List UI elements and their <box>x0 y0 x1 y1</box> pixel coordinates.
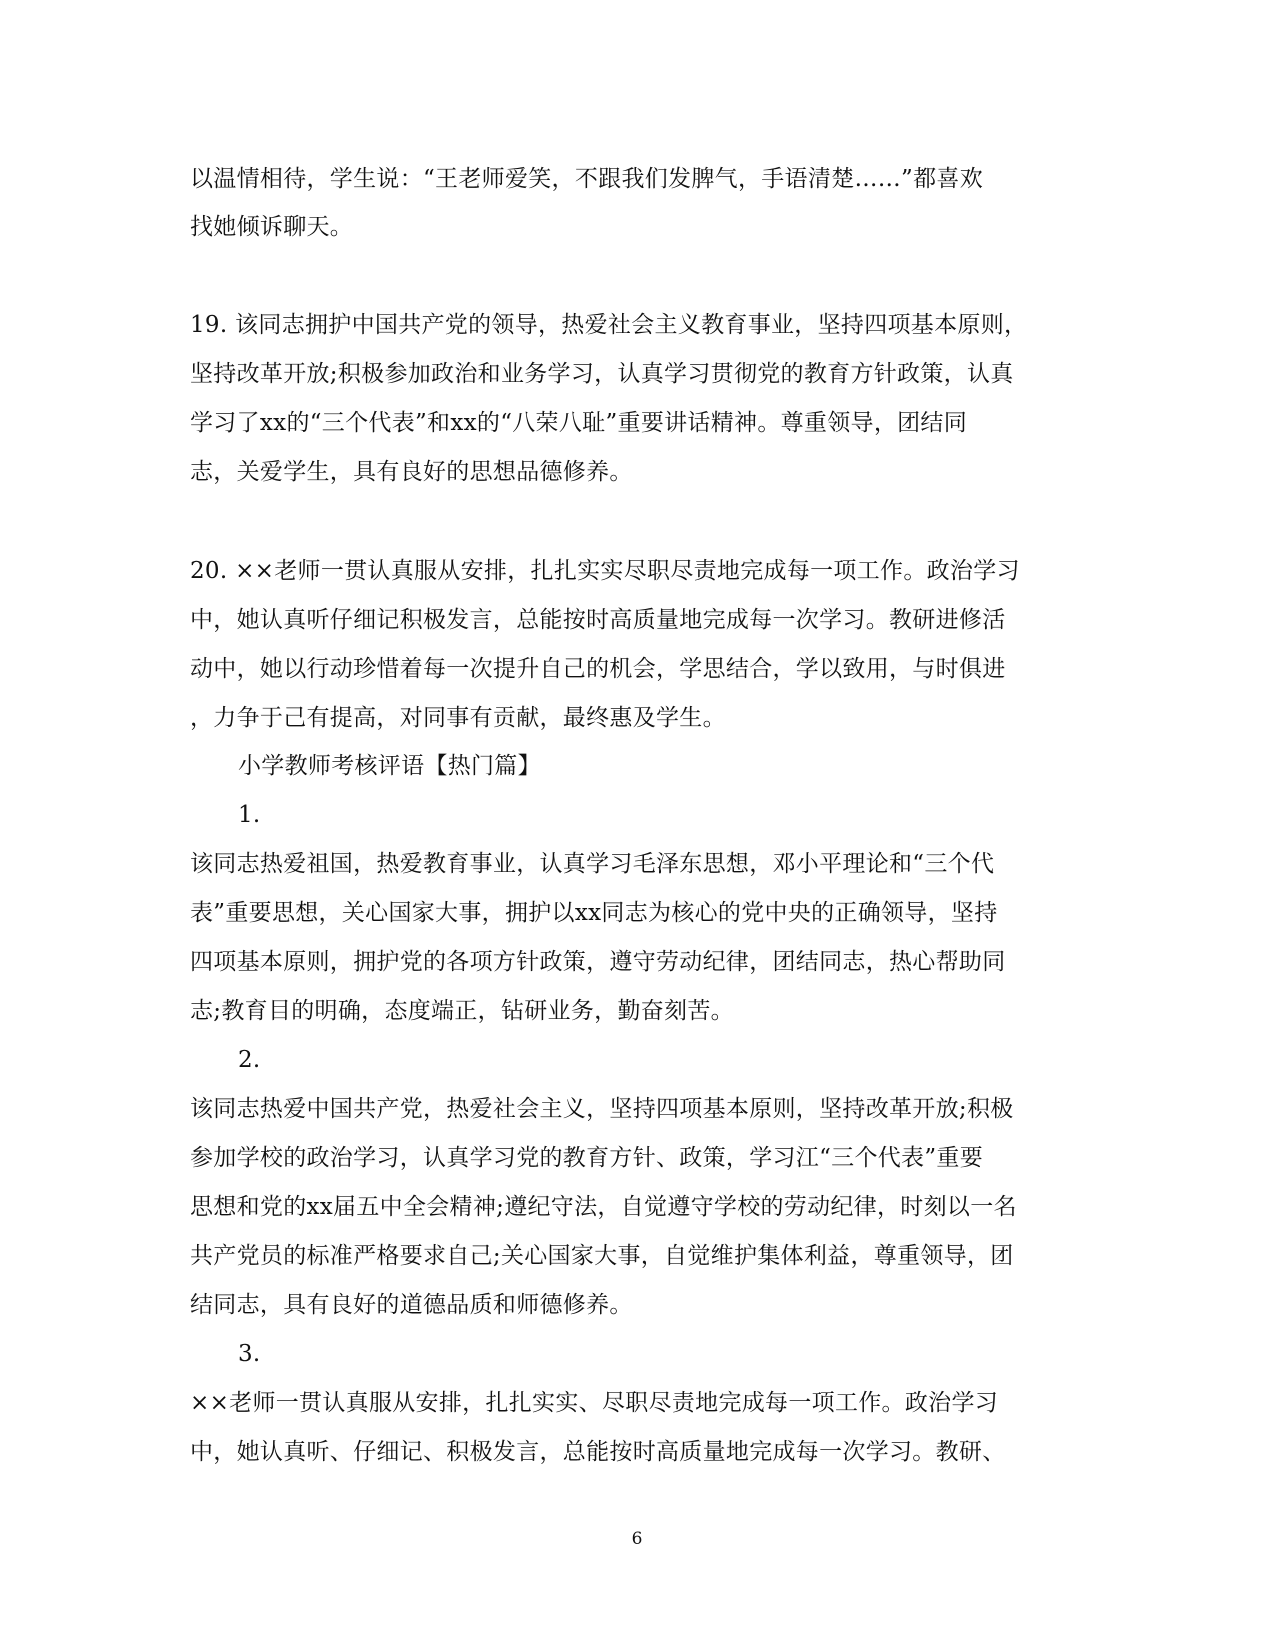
text-line: 参加学校的政治学习，认真学习党的教育方针、政策，学习江“三个代表”重要 <box>190 1145 984 1171</box>
text-line: 动中，她以行动珍惜着每一次提升自己的机会，学思结合，学以致用，与时俱进 <box>190 656 1006 682</box>
item-number: 3. <box>238 1341 261 1367</box>
text-line: 坚持改革开放;积极参加政治和业务学习，认真学习贯彻党的教育方针政策，认真 <box>190 361 1014 387</box>
page-number: 6 <box>631 1529 643 1549</box>
text-line: 思想和党的xx届五中全会精神;遵纪守法，自觉遵守学校的劳动纪律，时刻以一名 <box>190 1194 1017 1220</box>
text-line: 表”重要思想，关心国家大事，拥护以xx同志为核心的党中央的正确领导，坚持 <box>190 900 998 926</box>
section-heading: 小学教师考核评语【热门篇】 <box>238 753 541 779</box>
text-line: 该同志热爱祖国，热爱教育事业，认真学习毛泽东思想，邓小平理论和“三个代 <box>190 851 995 877</box>
text-line: 找她倾诉聊天。 <box>190 214 354 240</box>
text-line: 20. ××老师一贯认真服从安排，扎扎实实尽职尽责地完成每一项工作。政治学习 <box>190 558 1020 584</box>
item-number: 1. <box>238 802 261 828</box>
text-line: 志;教育目的明确，态度端正，钻研业务，勤奋刻苦。 <box>190 998 734 1024</box>
text-line: ××老师一贯认真服从安排，扎扎实实、尽职尽责地完成每一项工作。政治学习 <box>190 1390 999 1416</box>
text-line: 以温情相待，学生说：“王老师爱笑，不跟我们发脾气，手语清楚……”都喜欢 <box>190 166 984 192</box>
text-line: 四项基本原则，拥护党的各项方针政策，遵守劳动纪律，团结同志，热心帮助同 <box>190 949 1006 975</box>
text-line: 共产党员的标准严格要求自己;关心国家大事，自觉维护集体利益，尊重领导，团 <box>190 1243 1014 1269</box>
text-line: 志，关爱学生，具有良好的思想品德修养。 <box>190 459 633 485</box>
text-line: 19. 该同志拥护中国共产党的领导，热爱社会主义教育事业，坚持四项基本原则， <box>190 312 1028 338</box>
text-line: 该同志热爱中国共产党，热爱社会主义，坚持四项基本原则，坚持改革开放;积极 <box>190 1096 1014 1122</box>
text-line: 中，她认真听仔细记积极发言，总能按时高质量地完成每一次学习。教研进修活 <box>190 607 1006 633</box>
text-line: 学习了xx的“三个代表”和xx的“八荣八耻”重要讲话精神。尊重领导，团结同 <box>190 410 968 436</box>
text-line: 中，她认真听、仔细记、积极发言，总能按时高质量地完成每一次学习。教研、 <box>190 1439 1006 1465</box>
item-number: 2. <box>238 1047 261 1073</box>
text-line: 结同志，具有良好的道德品质和师德修养。 <box>190 1292 633 1318</box>
text-line: ，力争于己有提高，对同事有贡献，最终惠及学生。 <box>190 705 726 731</box>
